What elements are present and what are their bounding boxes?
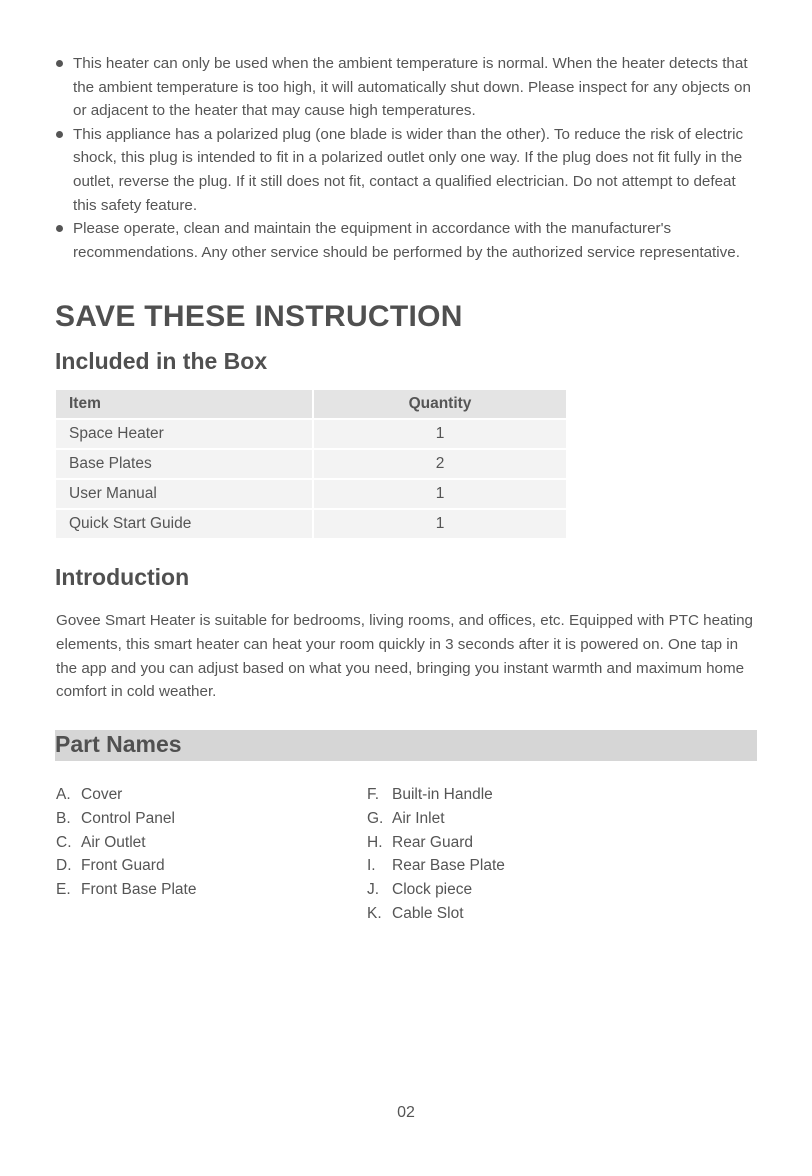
part-name: Clock piece [392,881,473,899]
list-item [367,902,505,926]
bullet-dot-icon [56,225,63,232]
part-letter: B. [56,809,71,827]
part-letter: F. [367,786,380,803]
part-names-list-left [56,783,196,902]
table-row [56,450,566,478]
included-in-box-heading: Included in the Box [55,348,268,374]
list-item [56,854,196,878]
part-letter: H. [367,833,383,851]
item-cell: Space Heater [56,420,312,448]
introduction-heading: Introduction [55,564,190,590]
list-item [56,831,196,855]
part-name: Cover [81,786,123,803]
part-name: Control Panel [81,809,175,827]
part-letter: K. [367,904,382,922]
part-letter: E. [56,881,71,899]
page-number: 02 [397,1104,415,1121]
list-item [367,807,505,831]
safety-text: Please operate, clean and maintain the equipment in accordance with the manufacturer's recommendations. Any other service should be performed by the authorized service representative. [73,220,740,261]
part-names-heading: Part Names [55,731,182,757]
part-name: Rear Base Plate [392,857,505,875]
list-item [56,807,196,831]
included-items-table [54,388,568,540]
part-name: Front Guard [81,857,165,875]
list-item [55,123,760,217]
part-letter: J. [367,881,380,899]
part-letter: I. [367,857,376,875]
save-instructions-heading: SAVE THESE INSTRUCTION [55,300,463,333]
part-name: Front Base Plate [81,881,197,899]
part-name: Built-in Handle [392,786,493,803]
part-names-banner [55,730,757,761]
safety-text: This appliance has a polarized plug (one blade is wider than the other). To reduce the risk of electric shock, this plug is intended to fit in a polarized outlet only one way. If the plug does not fit fully in the outlet, reverse the plug. If it still does not fit, contact a qualified electrician. Do not attempt to defeat this safety feature. [73,125,744,214]
part-letter: G. [367,809,384,827]
quantity-cell: 1 [314,480,566,508]
item-cell: Base Plates [56,450,312,478]
table-row [56,420,566,448]
column-header-quantity: Quantity [314,390,566,418]
list-item [367,783,505,807]
item-cell: User Manual [56,480,312,508]
part-name: Air Inlet [392,809,445,827]
part-letter: A. [56,786,71,803]
quantity-cell: 2 [314,450,566,478]
part-name: Cable Slot [392,904,464,922]
list-item [367,854,505,878]
list-item [56,878,196,902]
item-cell: Quick Start Guide [56,510,312,538]
part-letter: C. [56,833,72,851]
table-row [56,510,566,538]
table-header-row [56,390,566,418]
part-name: Rear Guard [392,833,473,851]
list-item [55,52,760,123]
list-item [56,783,196,807]
list-item [367,831,505,855]
bullet-dot-icon [56,131,63,138]
table-row [56,480,566,508]
part-letter: D. [56,857,72,875]
introduction-paragraph: Govee Smart Heater is suitable for bedrooms, living rooms, and offices, etc. Equipped with PTC heating elements, this smart heater can heat your room quickly in 3 seconds after it is powered on. One tap in the app and you can adjust based on what you need, bringing you instant warmth and maximum home comfort in cold weather. [56,612,754,701]
list-item [55,217,760,264]
column-header-item: Item [56,390,312,418]
list-item [367,878,505,902]
bullet-dot-icon [56,60,63,67]
part-name: Air Outlet [81,833,146,851]
safety-text: This heater can only be used when the ambient temperature is normal. When the heater detects that the ambient temperature is too high, it will automatically shut down. Please inspect for any objects on or adjacent to the heater that may cause high temperatures. [73,55,751,120]
part-names-list-right [367,783,505,926]
quantity-cell: 1 [314,420,566,448]
quantity-cell: 1 [314,510,566,538]
safety-list [55,52,760,264]
